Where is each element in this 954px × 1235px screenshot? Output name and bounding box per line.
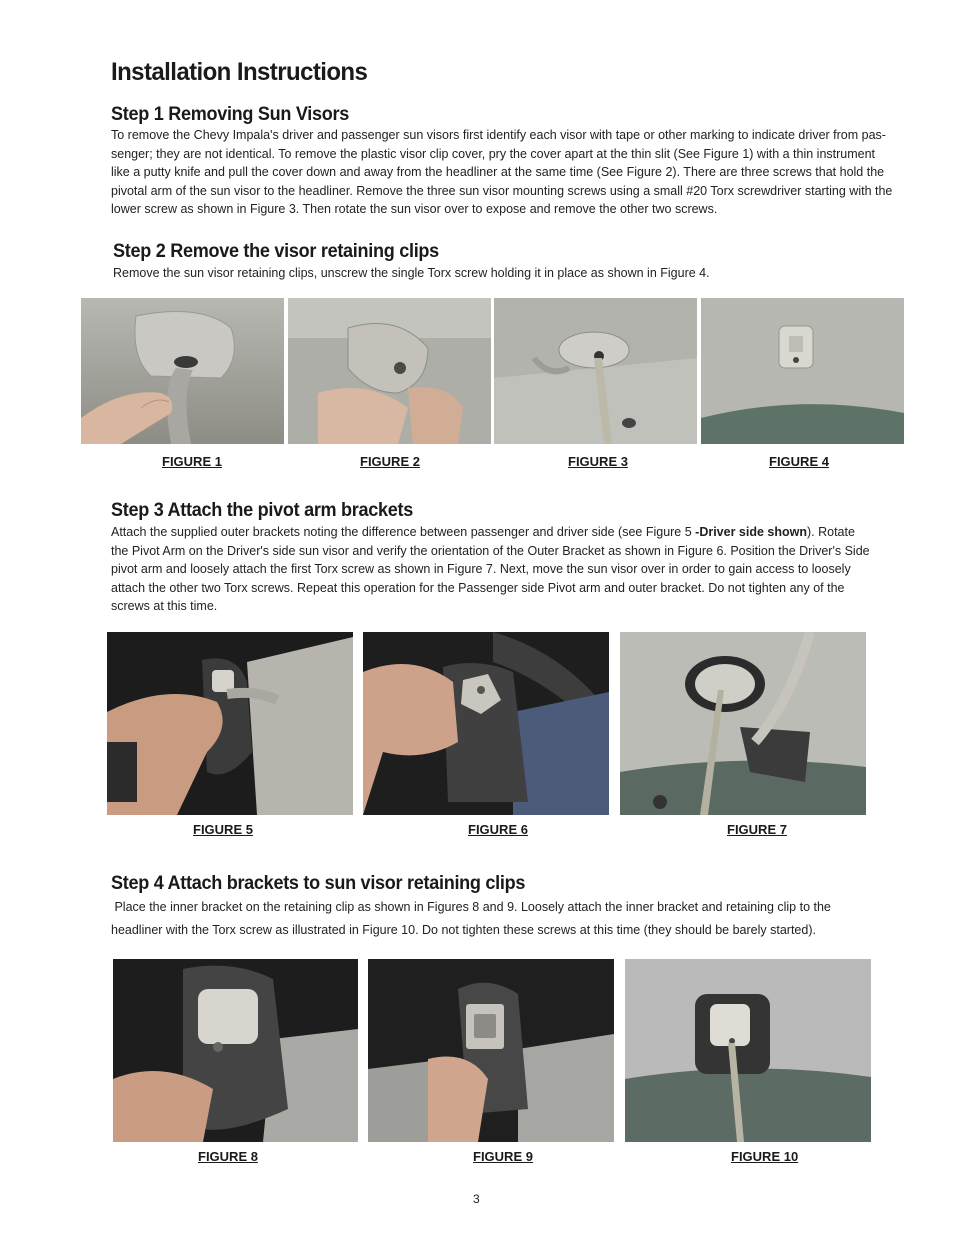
figure-8-caption: FIGURE 8 [198, 1149, 258, 1164]
step-3-text [111, 523, 870, 616]
step-1-line: pivotal arm of the sun visor to the headliner. Remove the three sun visor mounting screws using a small #20 Torx screwdriver starting with the [111, 183, 893, 198]
step-1-heading: Step 1 Removing Sun Visors [111, 104, 350, 125]
figure-1-caption: FIGURE 1 [162, 454, 222, 469]
step-4-text [111, 896, 831, 941]
step-3-line: screws at this time. [111, 599, 218, 614]
figure-1-photo [81, 298, 284, 444]
figure-9-photo [368, 959, 614, 1142]
figure-7-caption: FIGURE 7 [727, 822, 787, 837]
figure-4-photo [701, 298, 904, 444]
step-3-heading: Step 3 Attach the pivot arm brackets [111, 500, 414, 521]
figure-3-photo [494, 298, 697, 444]
figure-2-caption: FIGURE 2 [360, 454, 420, 469]
step-3-line: the Pivot Arm on the Driver's side sun visor and verify the orientation of the Outer Bracket as shown in Figure 6. Position the Driver's Side [111, 543, 870, 558]
step-4-line: Place the inner bracket on the retaining clip as shown in Figures 8 and 9. Loosely attach the inner bracket and retaining clip to the [111, 900, 831, 914]
figure-4-caption: FIGURE 4 [769, 454, 829, 469]
figure-3-caption: FIGURE 3 [568, 454, 628, 469]
step-1-line: senger; they are not identical. To remove the plastic visor clip cover, pry the cover apart at the thin slit (See Figure 1) with a thin instrument [111, 146, 876, 161]
step-3-line-1-start: Attach the supplied outer brackets noting the difference between passenger and driver side (see Figure 5 [111, 525, 696, 539]
page-title: Installation Instructions [111, 58, 368, 86]
step-3-line-1-end: ). Rotate [807, 525, 855, 539]
step-4-line: headliner with the Torx screw as illustrated in Figure 10. Do not tighten these screws at this time (they should be barely started). [111, 922, 816, 937]
step-2-line: Remove the sun visor retaining clips, unscrew the single Torx screw holding it in place as shown in Figure 4. [113, 266, 710, 280]
figure-5-photo [107, 632, 353, 815]
figure-10-caption: FIGURE 10 [731, 1149, 799, 1164]
figure-6-caption: FIGURE 6 [468, 822, 528, 837]
figure-5-caption: FIGURE 5 [193, 822, 253, 837]
step-1-line: like a putty knife and pull the cover down and away from the headliner at the same time (See Figure 2). There are three screws that hold the [111, 165, 885, 180]
figure-7-photo [620, 632, 866, 815]
step-3-line [111, 523, 870, 542]
step-1-text [111, 126, 892, 219]
step-2-text [113, 264, 710, 283]
figure-10-photo [625, 959, 871, 1142]
figure-6-photo [363, 632, 609, 815]
step-1-line: To remove the Chevy Impala's driver and passenger sun visors first identify each visor with tape or other marking to indicate driver from pas- [111, 128, 886, 142]
step-4-heading: Step 4 Attach brackets to sun visor retaining clips [111, 873, 526, 894]
step-3-line: pivot arm and loosely attach the first Torx screw as shown in Figure 7. Next, move the sun visor over in order to gain access to loosely [111, 562, 851, 577]
step-1-line: lower screw as shown in Figure 3. Then rotate the sun visor over to expose and remove the other two screws. [111, 202, 718, 217]
page-number: 3 [473, 1192, 480, 1206]
step-2-heading: Step 2 Remove the visor retaining clips [113, 241, 439, 262]
figure-8-photo [113, 959, 358, 1142]
driver-side-shown-note: -Driver side shown [695, 525, 807, 539]
step-3-line: attach the other two Torx screws. Repeat this operation for the Passenger side Pivot arm and outer bracket. Do not tighten any of the [111, 580, 845, 595]
figure-9-caption: FIGURE 9 [473, 1149, 533, 1164]
figure-2-photo [288, 298, 491, 444]
